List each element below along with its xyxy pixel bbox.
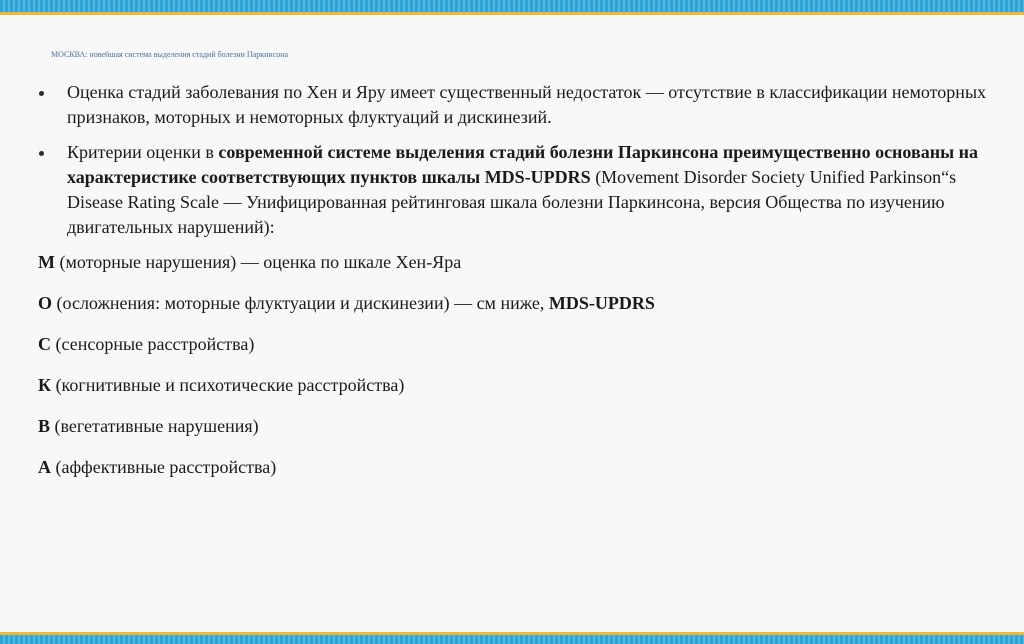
criterion-letter: О [38, 293, 53, 313]
criterion-autonomic [38, 414, 988, 439]
bottom-blue-stripe [0, 635, 1024, 644]
criterion-motor [38, 250, 988, 275]
criterion-text: (когнитивные и психотические расстройства) [51, 375, 405, 395]
bullet-dot-icon [39, 151, 44, 156]
criterion-text: (моторные нарушения) — оценка по шкале Хен-Яра [55, 252, 462, 272]
criterion-sensory [38, 332, 988, 357]
bullet-item [38, 140, 988, 240]
slide-content [38, 80, 988, 496]
top-decorative-band [0, 0, 1024, 15]
criterion-affective [38, 455, 988, 480]
criterion-letter: С [38, 334, 51, 354]
criterion-tail: MDS-UPDRS [548, 293, 655, 313]
bullet-bold-text: современной системе выделения стадий болезни Паркинсона преимущественно основаны на характеристике соответствующих пунктов шкалы MDS-UPDRS [67, 142, 978, 187]
slide-header: МОСКВА: новейшая система выделения стадий болезни Паркинсона [51, 50, 289, 59]
criterion-text: (вегетативные нарушения) [50, 416, 259, 436]
criterion-letter: В [38, 416, 51, 436]
criterion-cognitive [38, 373, 988, 398]
criterion-text: (сенсорные расстройства) [51, 334, 255, 354]
bottom-decorative-band [0, 632, 1024, 644]
criterion-text: (аффективные расстройства) [51, 457, 277, 477]
criterion-text: (осложнения: моторные флуктуации и дискинезии) — см ниже, [52, 293, 549, 313]
criterion-letter: М [38, 252, 55, 272]
criterion-complications [38, 291, 988, 316]
bullet-item [38, 80, 988, 130]
bullet-suffix: (Movement Disorder Society Unified Parkinson“s Disease Rating Scale — Унифицированная рейтинговая шкала болезни Паркинсона, версия Общества по изучению двигательных нарушений): [67, 167, 957, 237]
top-gold-line [0, 12, 1024, 15]
criterion-letter: А [38, 457, 51, 477]
top-blue-stripe [0, 0, 1024, 12]
criteria-list [38, 250, 988, 480]
bullet-prefix: Критерии оценки в [67, 142, 219, 162]
bullet-text: Оценка стадий заболевания по Хен и Яру имеет существенный недостаток — отсутствие в классификации немоторных признаков, моторных и немоторных флуктуаций и дискинезий. [67, 82, 987, 127]
bullet-dot-icon [39, 91, 44, 96]
criterion-letter: К [38, 375, 52, 395]
